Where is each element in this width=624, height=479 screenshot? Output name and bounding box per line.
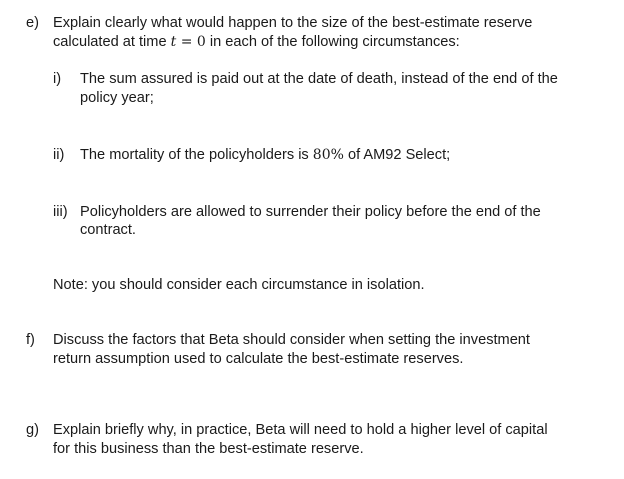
circumstance-i-marker: i) (53, 71, 62, 87)
time-variable: t (170, 34, 177, 50)
circumstance-ii-marker: ii) (53, 147, 65, 163)
question-f-text-line-2: return assumption used to calculate the best-estimate reserves. (53, 351, 464, 367)
question-g-marker: g) (26, 422, 39, 438)
circumstance-ii-prefix: The mortality of the policyholders is (80, 147, 313, 163)
time-value: 0 (196, 34, 206, 50)
question-e-text-line-2 (53, 33, 460, 51)
question-g-text-line-2: for this business than the best-estimate reserve. (53, 441, 364, 457)
question-g-text-line-1: Explain briefly why, in practice, Beta will need to hold a higher level of capital (53, 422, 548, 438)
circumstance-i-line-1: The sum assured is paid out at the date of death, instead of the end of the (80, 71, 558, 87)
question-e-text-line-1: Explain clearly what would happen to the size of the best-estimate reserve (53, 15, 533, 31)
circumstance-iii-marker: iii) (53, 204, 68, 220)
question-f-marker: f) (26, 332, 35, 348)
circumstance-iii-line-1: Policyholders are allowed to surrender their policy before the end of the (80, 204, 541, 220)
circumstance-ii-line (80, 146, 450, 164)
isolation-note: Note: you should consider each circumstance in isolation. (53, 277, 425, 293)
circumstance-iii-line-2: contract. (80, 222, 136, 238)
mortality-percentage: 80% (312, 147, 344, 163)
circumstance-i-line-2: policy year; (80, 90, 154, 106)
question-e-text-suffix: in each of the following circumstances: (205, 34, 460, 50)
time-operator: = (176, 34, 197, 50)
time-equation (171, 34, 206, 50)
question-e-text-prefix: calculated at time (53, 34, 171, 50)
question-e-marker: e) (26, 15, 39, 31)
circumstance-ii-suffix: of AM92 Select; (343, 147, 451, 163)
question-f-text-line-1: Discuss the factors that Beta should consider when setting the investment (53, 332, 530, 348)
